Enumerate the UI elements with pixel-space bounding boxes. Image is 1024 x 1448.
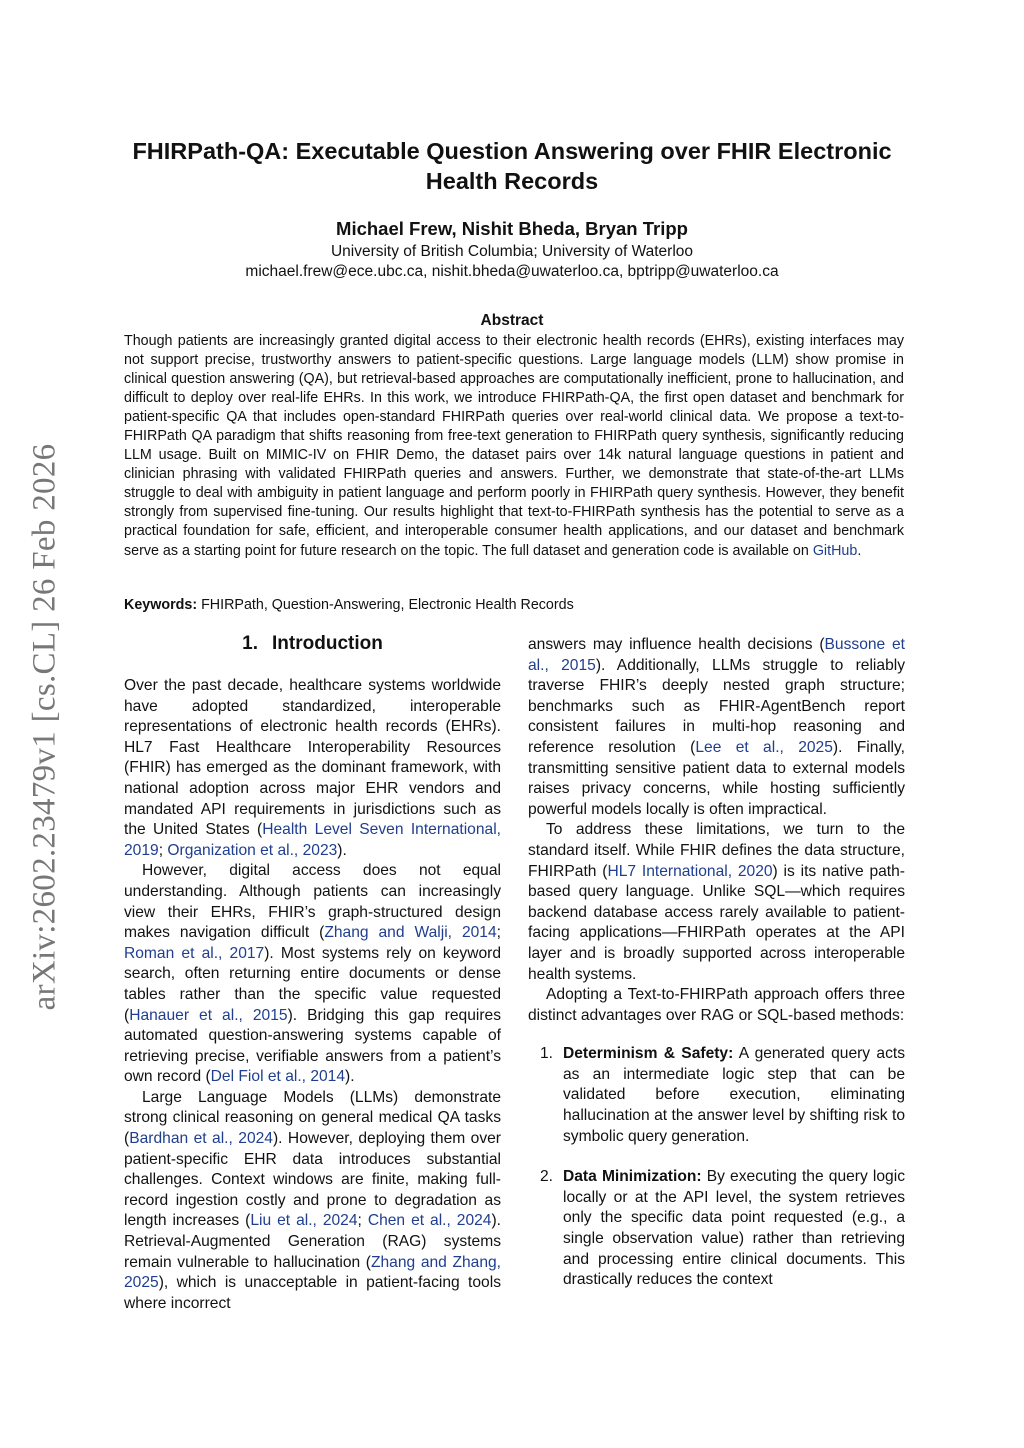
- text-run: ).: [345, 1068, 355, 1086]
- citation-link[interactable]: Organization et al., 2023: [167, 841, 338, 859]
- list-item-title: Determinism & Safety:: [563, 1045, 734, 1063]
- intro-paragraph-2: [124, 861, 501, 1088]
- citation-link[interactable]: Bardhan et al., 2024: [129, 1130, 273, 1148]
- intro-paragraph-1: [124, 676, 501, 861]
- text-run: ). Bridging this gap requires automated question-answering systems capable of retrieving precise, verifiable answers from a patient’s own record (: [124, 1006, 501, 1086]
- paper-title: FHIRPath-QA: Executable Question Answering over FHIR Electronic Health Records: [132, 138, 892, 194]
- list-item: [528, 1044, 905, 1147]
- intro-paragraph-6: Adopting a Text-to-FHIRPath approach offers three distinct advantages over RAG or SQL-based methods:: [528, 986, 905, 1024]
- list-number: 1.: [540, 1045, 554, 1063]
- list-item-text: By executing the query logic locally or at the API level, the system retrieves only the specific data point requested (e.g., a single observation value) rather than retrieving and processing entire clinical documents. This drastically reduces the context: [563, 1168, 905, 1289]
- text-run: answers may influence health decisions (: [528, 636, 825, 653]
- citation-link[interactable]: Hanauer et al., 2015: [129, 1006, 288, 1024]
- text-run: ;: [357, 1212, 368, 1230]
- citation-link[interactable]: Zhang and Walji, 2014: [324, 924, 497, 942]
- list-item-title: Data Minimization:: [563, 1168, 702, 1186]
- citation-link[interactable]: Health Level Seven International, 2019: [124, 821, 501, 859]
- citation-link[interactable]: Zhang and Zhang, 2025: [124, 1253, 501, 1292]
- text-run: ). Additionally, LLMs struggle to reliably traverse FHIR’s deeply nested graph structure; benchmarks such as FHIR-AgentBench report consistent failures in multi-hop reasoning and reference resolution (: [528, 656, 905, 756]
- keywords: [124, 597, 904, 613]
- citation-link[interactable]: Lee et al., 2025: [695, 738, 833, 756]
- author-list: Michael Frew, Nishit Bheda, Bryan Tripp: [336, 218, 688, 239]
- abstract-text: Though patients are increasingly granted digital access to their electronic health records (EHRs), existing interfaces may not support precise, trustworthy answers to patient-specific questions. Large language models (LLM) show promise in clinical question answering (QA), but retrieval-based approaches are computationally inefficient, prone to hallucination, and difficult to deploy over real-life EHRs. In this work, we introduce FHIRPath-QA, the first open dataset and benchmark for patient-specific QA that includes open-standard FHIRPath queries over real-world clinical data. We propose a text-to-FHIRPath QA paradigm that shifts reasoning from free-text generation to FHIRPath query synthesis, significantly reducing LLM usage. Built on MIMIC-IV on FHIR Demo, the dataset pairs over 14k natural language questions in patient and clinician phrasing with validated FHIRPath queries and answers. Further, we demonstrate that state-of-the-art LLMs struggle to deal with ambiguity in patient language and perform poorly in FHIRPath query synthesis. However, they benefit strongly from supervised fine-tuning. Our results highlight that text-to-FHIRPath synthesis has the potential to serve as a practical foundation for safe, efficient, and interoperable consumer health applications, and our dataset and benchmark serve as a starting point for future research on the topic. The full dataset and generation code is available on: [124, 333, 904, 559]
- text-run: ). Finally, transmitting sensitive patient data to external models raises privacy concerns, while hosting sufficiently powerful models locally is often impractical.: [528, 738, 905, 818]
- text-run: ).: [337, 841, 347, 859]
- section-heading-introduction: [124, 632, 501, 656]
- section-title: Introduction: [272, 633, 383, 654]
- text-run: ), which is unacceptable in patient-facing tools where incorrect: [124, 1274, 501, 1312]
- citation-link[interactable]: Del Fiol et al., 2014: [210, 1068, 346, 1086]
- intro-paragraph-5: [528, 820, 905, 985]
- citation-link[interactable]: Roman et al., 2017: [124, 944, 265, 962]
- text-run: ) is its native path-based query language. Unlike SQL—which requires backend database access rarely available to patient-facing applications—FHIRPath operates at the API layer and is broadly supported across interoperable health systems.: [528, 862, 905, 983]
- citation-link[interactable]: Liu et al., 2024: [250, 1212, 358, 1230]
- citation-link[interactable]: HL7 International, 2020: [607, 862, 773, 880]
- left-column: [124, 632, 501, 1314]
- abstract-body: [124, 332, 904, 561]
- text-run: ;: [496, 924, 501, 942]
- text-run: ;: [158, 841, 168, 859]
- arxiv-identifier-stamp: [24, 427, 66, 1027]
- text-run: To address these limitations, we turn to the standard itself. While FHIR defines the data structure, FHIRPath (: [528, 821, 905, 880]
- github-link[interactable]: GitHub: [812, 542, 858, 559]
- arxiv-id-text: arXiv:2602.23479v1 [cs.CL] 26 Feb 2026: [26, 443, 63, 1011]
- text-run: ). Retrieval-Augmented Generation (RAG) systems remain vulnerable to hallucination (: [124, 1212, 502, 1271]
- abstract-heading: Abstract: [480, 312, 544, 329]
- citation-link[interactable]: Bussone et al., 2015: [528, 636, 905, 674]
- author-emails: michael.frew@ece.ubc.ca, nishit.bheda@uwaterloo.ca, bptripp@uwaterloo.ca: [245, 263, 779, 280]
- text-run: However, digital access does not equal understanding. Although patients can increasingly view their EHRs, FHIR’s graph-structured design makes navigation difficult (: [124, 862, 501, 942]
- text-run: Over the past decade, healthcare systems worldwide have adopted standardized, interoperable representations of electronic health records (EHRs). HL7 Fast Healthcare Interoperability Resources (FHIR) has emerged as the dominant framework, with national adoption across major EHR vendors and mandated API requirements in jurisdictions such as the United States (: [124, 677, 501, 839]
- intro-paragraph-4: [528, 635, 905, 820]
- intro-paragraph-3: [124, 1088, 501, 1315]
- list-item-text: A generated query acts as an intermediate logic step that can be validated before execution, eliminating hallucination at the answer level by shifting risk to symbolic query generation.: [563, 1045, 905, 1145]
- text-run: Large Language Models (LLMs) demonstrate strong clinical reasoning on general medical QA tasks (: [124, 1088, 501, 1148]
- keywords-text: FHIRPath, Question-Answering, Electronic Health Records: [197, 597, 574, 613]
- text-run: ). However, deploying them over patient-specific EHR data introduces substantial challenges. Context windows are finite, making full-record ingestion costly and prone to degradation as length increases (: [124, 1130, 501, 1230]
- right-column: [528, 635, 905, 1311]
- list-number: 2.: [540, 1168, 554, 1186]
- affiliation: University of British Columbia; University of Waterloo: [330, 243, 694, 260]
- keywords-label: Keywords:: [124, 597, 198, 613]
- abstract-end: .: [857, 542, 862, 559]
- section-number: 1.: [242, 633, 259, 654]
- citation-link[interactable]: Chen et al., 2024: [367, 1212, 492, 1230]
- text-run: ). Most systems rely on keyword search, often returning entire documents or dense tables rather than the specific value requested (: [124, 944, 501, 1024]
- advantages-list: [528, 1044, 905, 1291]
- list-item: [528, 1167, 905, 1291]
